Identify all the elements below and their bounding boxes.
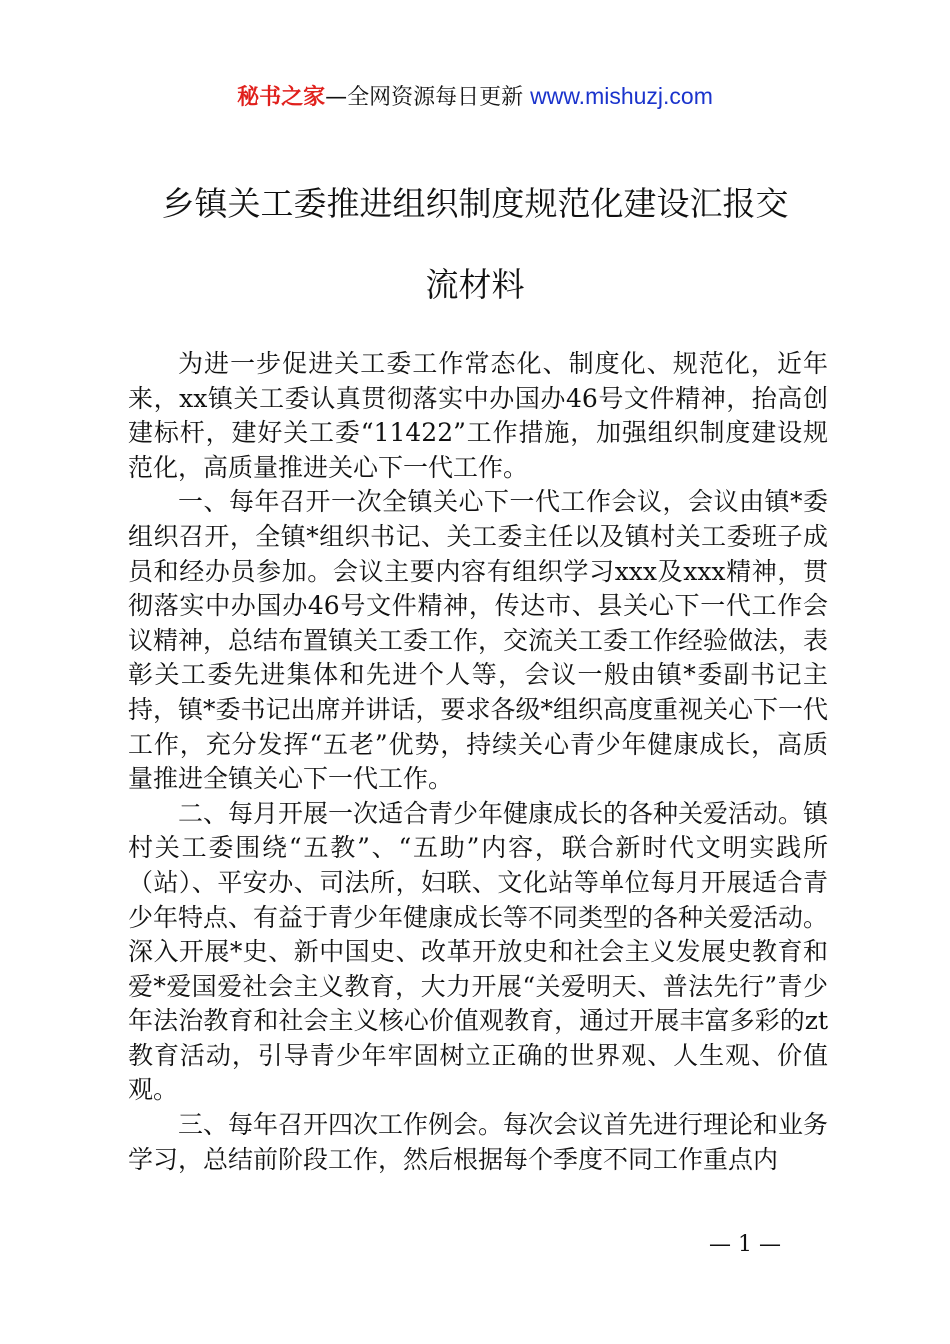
site-header — [0, 80, 950, 114]
page-number: — 1 — — [709, 1232, 781, 1257]
paragraph-intro: 为进一步促进关工委工作常态化、制度化、规范化，近年来，xx镇关工委认真贯彻落实中办国办46号文件精神，抬高创建标杆，建好关工委“11422”工作措施，加强组织制度建设规范化，高质量推进关心下一代工作。 — [128, 349, 828, 482]
header-slogan: —全网资源每日更新 — [325, 85, 531, 110]
site-url-link[interactable]: www.mishuzj.com — [530, 83, 713, 109]
document-title-line-1: 乡镇关工委推进组织制度规范化建设汇报交 — [161, 184, 789, 223]
paragraph-section-2: 二、每月开展一次适合青少年健康成长的各种关爱活动。镇村关工委围绕“五教”、“五助”内容，联合新时代文明实践所（站）、平安办、司法所，妇联、文化站等单位每月开展适合青少年特点、有益于青少年健康成长等不同类型的各种关爱活动。深入开展*史、新中国史、改革开放史和社会主义发展史教育和爱*爱国爱社会主义教育，大力开展“关爱明天、普法先行”青少年法治教育和社会主义核心价值观教育，通过开展丰富多彩的zt教育活动，引导青少年牢固树立正确的世界观、人生观、价值观。 — [128, 798, 829, 1105]
document-title — [100, 163, 850, 325]
document-body — [128, 347, 828, 1177]
paragraph-section-3: 三、每年召开四次工作例会。每次会议首先进行理论和业务学习，总结前阶段工作，然后根据每个季度不同工作重点内 — [128, 1110, 829, 1174]
paragraph-section-1: 一、每年召开一次全镇关心下一代工作会议，会议由镇*委组织召开，全镇*组织书记、关工委主任以及镇村关工委班子成员和经办员参加。会议主要内容有组织学习xxx及xxx精神，贯彻落实中办国办46号文件精神，传达市、县关心下一代工作会议精神，总结布置镇关工委工作，交流关工委工作经验做法，表彰关工委先进集体和先进个人等，会议一般由镇*委副书记主持，镇*委书记出席并讲话，要求各级*组织高度重视关心下一代工作，充分发挥“五老”优势，持续关心青少年健康成长，高质量推进全镇关心下一代工作。 — [128, 487, 829, 794]
brand-name: 秘书之家 — [237, 85, 326, 110]
document-title-line-2: 流材料 — [425, 265, 525, 304]
